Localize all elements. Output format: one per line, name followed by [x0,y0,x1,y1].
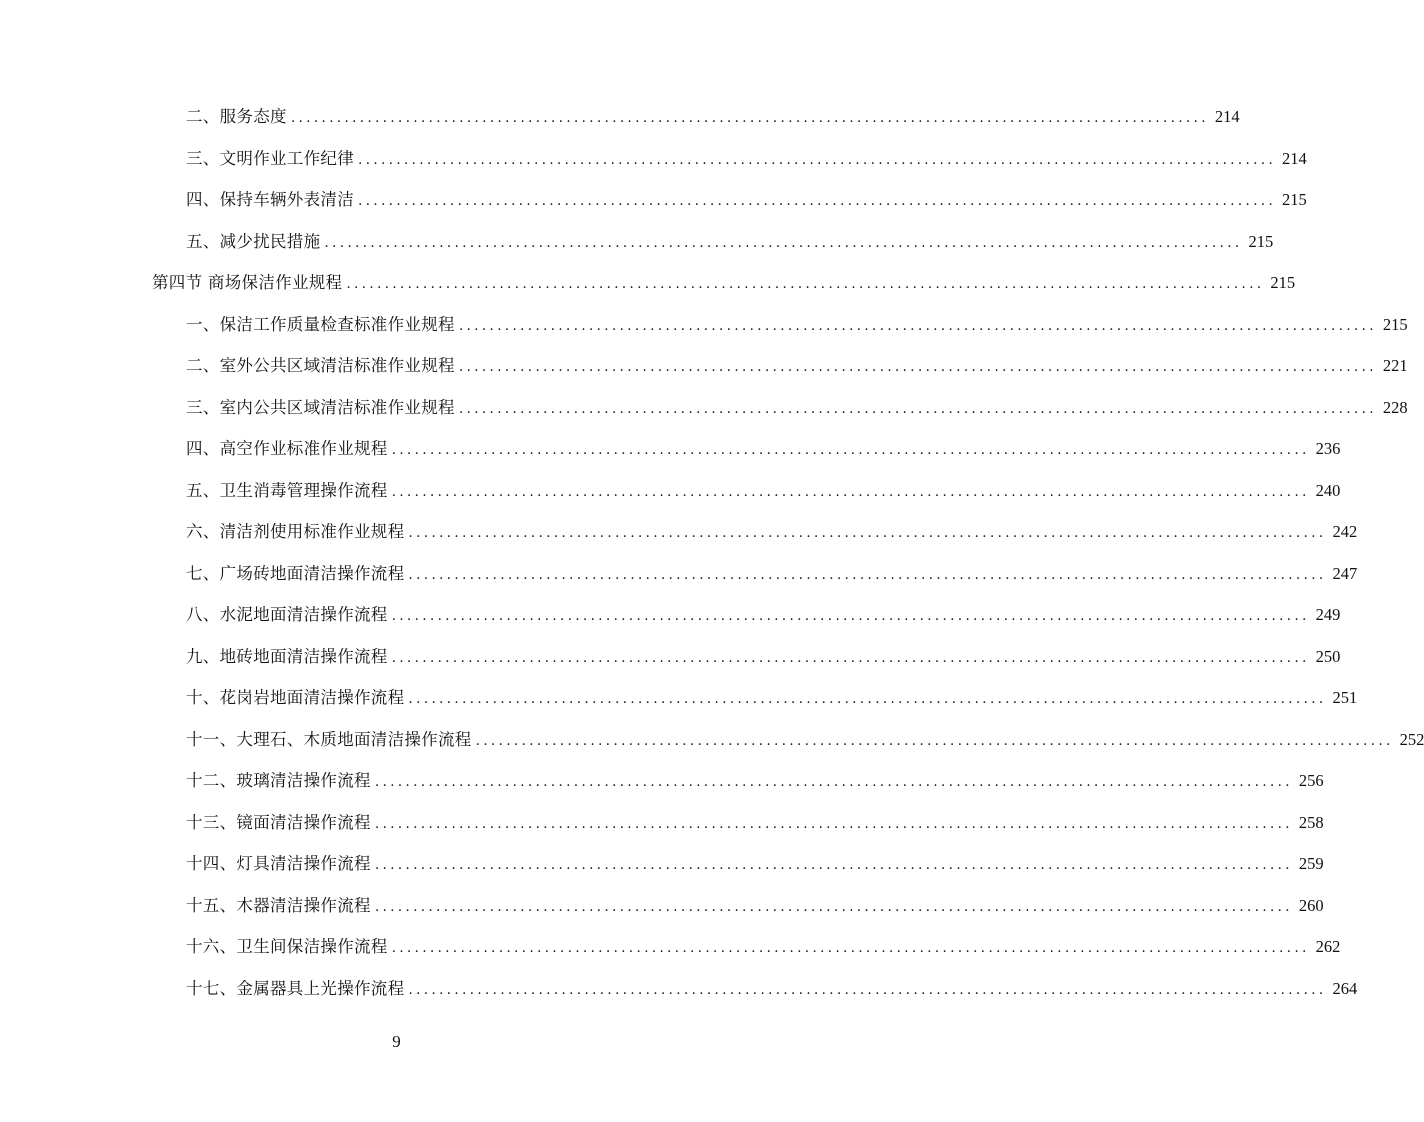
toc-entry[interactable] [186,187,1307,213]
dot-leader: ........................................................................................................................ [408,525,1327,541]
toc-entry[interactable] [186,561,1358,587]
dot-leader: ........................................................................................................................ [391,649,1310,666]
dot-leader: ........................................................................................................................ [458,400,1377,417]
toc-entry[interactable] [186,976,1358,1002]
toc-entry-page: 214 [1214,107,1240,126]
toc-entry[interactable] [186,519,1358,545]
toc-entry[interactable] [152,270,1296,296]
toc-entry-page: 249 [1315,605,1341,624]
toc-entry[interactable] [186,768,1324,794]
toc-entry[interactable] [186,229,1274,255]
toc-entry[interactable] [186,934,1341,960]
page-number: 9 [392,1032,401,1051]
toc-entry-page: 240 [1315,480,1341,500]
dot-leader: ........................................................................................................................ [458,359,1377,375]
toc-entry-page: 250 [1315,646,1341,666]
toc-entry-page: 252 [1399,729,1424,749]
dot-leader: ........................................................................................................................ [374,857,1293,873]
toc-entry-page: 236 [1315,439,1341,458]
toc-entry-title: 五、卫生消毒管理操作流程 [186,480,388,500]
toc-entry-page: 251 [1332,688,1358,707]
toc-entry[interactable] [186,644,1341,670]
toc-entry-page: 215 [1270,273,1296,292]
toc-entry[interactable] [186,436,1341,462]
toc-entry-title: 四、保持车辆外表清洁 [186,190,354,209]
dot-leader: ........................................................................................................................ [374,898,1293,915]
toc-entry-page: 242 [1332,522,1358,541]
dot-leader: ........................................................................................................................ [346,276,1265,292]
dot-leader: ........................................................................................................................ [358,151,1277,168]
toc-entry-title: 二、服务态度 [186,107,287,126]
toc-entry[interactable] [186,893,1324,919]
dot-leader: ........................................................................................................................ [475,732,1394,749]
dot-leader: ........................................................................................................................ [391,608,1310,624]
dot-leader: ........................................................................................................................ [290,110,1209,126]
dot-leader: ........................................................................................................................ [324,234,1243,251]
toc-entry-title: 十二、玻璃清洁操作流程 [186,771,371,790]
toc-entry-title: 四、高空作业标准作业规程 [186,439,388,458]
toc-entry[interactable] [186,851,1324,877]
toc-entry-page: 228 [1382,397,1408,417]
toc-entry-page: 215 [1382,314,1408,334]
toc-entry-title: 第四节 商场保洁作业规程 [152,273,343,292]
toc-entry[interactable] [186,104,1240,130]
dot-leader: ........................................................................................................................ [358,193,1277,209]
toc-entry-title: 十五、木器清洁操作流程 [186,895,371,915]
dot-leader: ........................................................................................................................ [391,483,1310,500]
toc-entry-title: 七、广场砖地面清洁操作流程 [186,563,405,583]
toc-entry[interactable] [186,810,1324,836]
toc-entry-page: 215 [1248,231,1274,251]
dot-leader: ........................................................................................................................ [374,774,1293,790]
toc-entry-title: 十三、镜面清洁操作流程 [186,812,371,832]
toc-entry-title: 十四、灯具清洁操作流程 [186,854,371,873]
toc-entry-title: 三、文明作业工作纪律 [186,148,354,168]
toc-entry-title: 三、室内公共区域清洁标准作业规程 [186,397,455,417]
toc-entry-title: 十、花岗岩地面清洁操作流程 [186,688,405,707]
toc-entry-page: 256 [1298,771,1324,790]
toc-entry[interactable] [186,353,1408,379]
toc-entry-page: 260 [1298,895,1324,915]
toc-entry-page: 221 [1382,356,1408,375]
toc-entry-title: 一、保洁工作质量检查标准作业规程 [186,314,455,334]
toc-entry-title: 十六、卫生间保洁操作流程 [186,937,388,956]
toc-entry[interactable] [186,312,1408,338]
toc-entry-title: 六、清洁剂使用标准作业规程 [186,522,405,541]
toc-entry-title: 五、减少扰民措施 [186,231,321,251]
dot-leader: ........................................................................................................................ [374,815,1293,832]
dot-leader: ........................................................................................................................ [458,317,1377,334]
toc-entry-title: 二、室外公共区域清洁标准作业规程 [186,356,455,375]
toc-entry[interactable] [186,727,1424,753]
toc-entry-page: 215 [1282,190,1307,209]
dot-leader: ........................................................................................................................ [391,940,1310,956]
dot-leader: ........................................................................................................................ [408,566,1327,583]
toc-entry-page: 258 [1298,812,1324,832]
toc-entry-title: 十七、金属器具上光操作流程 [186,978,405,998]
dot-leader: ........................................................................................................................ [408,691,1327,707]
dot-leader: ........................................................................................................................ [408,981,1327,998]
toc-entry-page: 262 [1315,937,1341,956]
toc-entry[interactable] [186,146,1307,172]
toc-entry[interactable] [186,685,1358,711]
toc-entry-title: 八、水泥地面清洁操作流程 [186,605,388,624]
toc-entry[interactable] [186,602,1341,628]
toc-entry-title: 九、地砖地面清洁操作流程 [186,646,388,666]
toc-entry-page: 259 [1298,854,1324,873]
toc-entry[interactable] [186,478,1341,504]
toc-entry-page: 264 [1332,978,1358,998]
toc-entry-page: 214 [1282,148,1307,168]
toc-entry[interactable] [186,395,1408,421]
toc-entry-page: 247 [1332,563,1358,583]
toc-entry-title: 十一、大理石、木质地面清洁操作流程 [186,729,472,749]
dot-leader: ........................................................................................................................ [391,442,1310,458]
